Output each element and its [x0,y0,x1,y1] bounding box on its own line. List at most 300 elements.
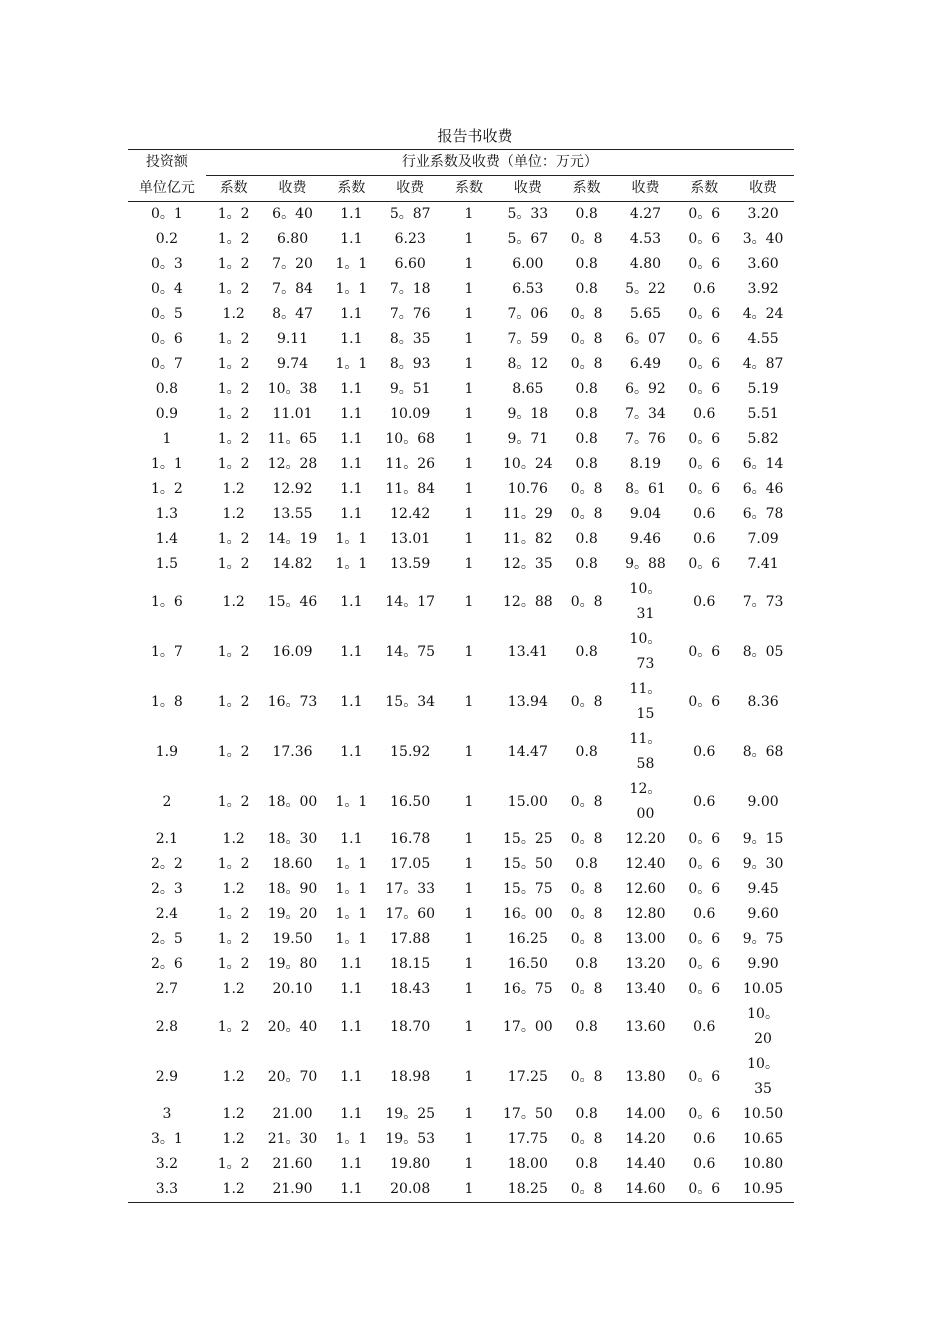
fee-cell: 7。20 [272,256,313,272]
fee-cell: 8。93 [389,356,431,372]
fee-cell: 19。25 [385,1106,436,1122]
coef-cell: 1 [464,381,474,397]
coef-cell: 0。6 [688,231,721,247]
coef-cell: 1.1 [340,306,363,322]
table-row [128,552,794,577]
document-title: 报告书收费 [437,127,513,145]
investment-cell: 1。8 [150,693,183,710]
fee-cell: 9.11 [276,331,309,347]
fee-cell: 12.20 [625,831,666,847]
fee-cell: 14.82 [272,556,313,572]
coef-cell: 1。2 [217,906,250,922]
coef-cell: 0。6 [688,381,721,397]
fee-cell: 5。22 [625,281,666,297]
fee-cell [615,577,677,627]
investment-cell: 1。1 [150,456,183,472]
fee-cell: 10.76 [507,481,548,497]
coef-cell: 1。2 [217,793,250,810]
investment-cell: 2。5 [150,931,183,947]
coef-cell: 1 [464,1156,474,1172]
coef-cell: 1.1 [323,1177,379,1203]
investment-cell: 0.8 [155,381,179,397]
investment-cell: 1。2 [150,481,183,497]
fee-cell: 8。12 [507,356,549,372]
invest-header-line2: 单位亿元 [128,176,206,202]
coef-cell: 0。6 [688,556,721,572]
fee-cell: 17.25 [507,1068,548,1085]
coef-cell: 0。6 [676,1177,732,1203]
table-row [128,502,794,527]
coef-cell: 1 [464,831,474,847]
coef-cell: 1.2 [222,1131,245,1147]
coef-cell: 0。8 [570,831,603,847]
coef-cell: 1 [464,956,474,972]
fee-cell: 17.75 [507,1131,548,1147]
fee-cell: 18。30 [267,831,318,847]
wrapped-value: 10。31 [629,581,662,622]
fee-cell: 7。84 [272,281,313,297]
table-row [128,252,794,277]
fee-cell: 13.00 [625,931,666,947]
fee-cell: 14.60 [615,1177,677,1203]
table-row [128,377,794,402]
investment-cell: 0。7 [150,356,183,372]
coef-cell: 0.6 [693,1131,716,1147]
fee-cell: 13.59 [390,556,431,572]
fee-cell: 9.46 [629,531,662,547]
fee-cell: 14.20 [625,1131,666,1147]
coef-cell: 0。8 [570,231,603,247]
coef-cell: 1 [464,881,474,897]
coef-cell: 0.8 [575,431,598,447]
fee-cell: 14.00 [625,1106,666,1122]
fee-cell: 12。35 [503,556,553,572]
table-row [128,277,794,302]
coef-cell: 1.1 [340,331,363,347]
investment-cell: 1。6 [150,593,183,610]
coef-header: 系数 [323,176,379,202]
coef-header: 系数 [559,176,615,202]
coef-cell: 0。8 [570,881,603,897]
fee-cell: 12。28 [267,456,318,472]
coef-cell: 1.1 [340,643,363,660]
coef-cell: 1.1 [340,1156,363,1172]
coef-cell: 1。2 [217,456,250,472]
table-row [128,477,794,502]
coef-cell: 0.8 [575,281,598,297]
fee-cell: 11。29 [503,506,553,522]
fee-cell: 21.60 [272,1156,313,1172]
coef-cell: 0.6 [693,406,716,422]
coef-cell: 1。2 [217,556,250,572]
fee-cell: 16。00 [503,906,553,922]
coef-cell: 0.8 [575,1106,598,1122]
fee-cell: 10.09 [390,406,431,422]
coef-cell: 1 [464,481,474,497]
fee-cell: 11。82 [503,531,553,547]
fee-cell: 6。40 [272,206,313,222]
coef-cell: 0。6 [688,643,721,660]
coef-cell: 0。8 [559,1177,615,1203]
coef-cell: 0。8 [570,306,603,322]
fee-header: 收费 [262,176,324,202]
fee-cell: 9。51 [389,381,431,397]
coef-cell: 1。2 [217,431,250,447]
fee-cell: 6.53 [512,281,544,297]
investment-cell: 2。2 [150,856,183,872]
coef-cell: 0。8 [570,593,603,610]
fee-cell: 15。75 [503,881,553,897]
coef-cell: 1 [464,331,474,347]
fee-cell: 9。30 [742,856,784,872]
coef-cell: 0。8 [570,1131,603,1147]
wrapped-value: 11。58 [629,731,662,772]
coef-cell: 0.6 [693,793,716,810]
coef-cell: 0.6 [693,1156,716,1172]
fee-cell: 15。46 [267,593,318,610]
fee-cell: 13.60 [625,1018,666,1035]
coef-cell: 0。6 [688,331,721,347]
table-row [128,452,794,477]
coef-cell: 1 [464,981,474,997]
fee-cell: 7。59 [507,331,549,347]
table-row [128,402,794,427]
coef-cell: 0。8 [570,931,603,947]
fee-cell: 18.43 [390,981,431,997]
fee-cell: 18.00 [507,1156,548,1172]
investment-cell: 0。5 [150,306,183,322]
coef-cell: 1。2 [217,256,250,272]
fee-cell [732,1002,794,1052]
fee-cell: 7。76 [389,306,431,322]
fee-cell: 17。00 [503,1018,553,1035]
fee-cell: 4。24 [742,306,784,322]
coef-cell: 0.8 [575,206,598,222]
coef-cell: 1 [464,281,474,297]
table-row [128,1177,794,1203]
fee-cell: 9.60 [747,906,779,922]
fee-cell: 6.80 [276,231,309,247]
fee-header: 收费 [732,176,794,202]
coef-cell: 0.6 [693,506,716,522]
table-row [128,827,794,852]
fee-cell: 8.36 [747,693,779,710]
coef-cell: 1.2 [222,881,245,897]
coef-cell: 0.6 [693,743,716,760]
table-row [128,302,794,327]
investment-cell: 2.8 [155,1018,179,1035]
coef-cell: 1 [464,406,474,422]
coef-cell: 0。6 [688,431,721,447]
coef-cell: 0。6 [688,981,721,997]
fee-cell: 9。15 [742,831,784,847]
fee-cell: 18.15 [390,956,431,972]
investment-cell: 1。7 [150,643,183,660]
investment-cell: 1.4 [155,531,179,547]
fee-cell: 16.25 [507,931,548,947]
coef-cell: 1。1 [335,881,368,897]
fee-cell: 17.36 [272,743,313,760]
coef-cell: 1 [464,556,474,572]
coef-cell: 1.2 [222,981,245,997]
coef-cell: 0。8 [570,331,603,347]
coef-cell: 1.1 [340,593,363,610]
fee-cell: 19.50 [272,931,313,947]
fee-cell: 13.01 [390,531,431,547]
fee-cell: 6.60 [394,256,426,272]
coef-cell: 1.2 [222,481,245,497]
fee-cell: 11。65 [267,431,318,447]
investment-cell: 1 [162,431,172,447]
fee-cell: 10。38 [267,381,318,397]
fee-cell: 14。19 [267,531,318,547]
coef-cell: 1.1 [340,1018,363,1035]
coef-cell: 1 [464,1018,474,1035]
coef-cell: 0。6 [688,456,721,472]
coef-cell: 0.8 [575,743,598,760]
table-row [128,352,794,377]
coef-cell: 0。8 [570,793,603,810]
fee-cell: 8。61 [625,481,666,497]
fee-header: 收费 [615,176,677,202]
fee-cell: 13.20 [625,956,666,972]
fee-table [128,149,794,1203]
coef-cell: 0。6 [688,206,721,222]
fee-cell: 10。24 [503,456,553,472]
coef-cell: 0。8 [570,981,603,997]
fee-cell: 13.40 [625,981,666,997]
coef-cell: 0。6 [688,931,721,947]
coef-cell: 0.8 [575,1018,598,1035]
fee-cell: 7。06 [507,306,549,322]
investment-cell: 2。6 [150,956,183,972]
investment-cell: 0。6 [150,331,183,347]
table-row [128,727,794,777]
fee-cell: 9。88 [625,556,666,572]
fee-cell: 5.19 [747,381,779,397]
fee-cell: 12。88 [503,593,553,610]
investment-cell: 2.1 [155,831,179,847]
fee-cell: 12.80 [625,906,666,922]
fee-cell: 10.95 [732,1177,794,1203]
table-row [128,1002,794,1052]
fee-cell: 3.92 [747,281,779,297]
coef-cell: 1 [464,1068,474,1085]
fee-cell: 12.60 [625,881,666,897]
table-row [128,877,794,902]
coef-cell: 0.8 [575,381,598,397]
fee-cell [615,627,677,677]
coef-cell: 1.2 [222,831,245,847]
fee-cell: 15。50 [503,856,553,872]
fee-cell: 10。68 [385,431,436,447]
coef-cell: 1 [464,856,474,872]
investment-cell: 2.9 [155,1068,179,1085]
coef-cell: 1 [464,1131,474,1147]
fee-cell: 3.60 [747,256,779,272]
coef-cell: 1。1 [335,556,368,572]
coef-cell: 1 [464,256,474,272]
fee-cell: 6。07 [625,331,666,347]
coef-cell: 1.2 [206,1177,262,1203]
coef-header: 系数 [206,176,262,202]
fee-header: 收费 [379,176,441,202]
table-row [128,327,794,352]
fee-cell: 10.80 [743,1156,784,1172]
fee-cell: 10.05 [743,981,784,997]
fee-cell: 10.50 [743,1106,784,1122]
fee-cell: 10.65 [743,1131,784,1147]
investment-cell: 3。1 [150,1131,183,1147]
coef-cell: 0.8 [575,856,598,872]
coef-cell: 1.1 [340,981,363,997]
fee-cell: 20.10 [272,981,313,997]
fee-cell: 9。71 [507,431,549,447]
coef-cell: 1.1 [340,431,363,447]
investment-cell: 2。3 [150,881,183,897]
coef-cell: 1。2 [217,931,250,947]
coef-cell: 1。1 [335,281,368,297]
investment-cell: 3.2 [155,1156,179,1172]
fee-cell: 20.08 [379,1177,441,1203]
investment-cell: 0。3 [150,256,183,272]
coef-cell: 1。1 [335,1131,368,1147]
fee-cell: 16.50 [390,793,431,810]
fee-cell: 4.27 [629,206,662,222]
fee-cell: 9.90 [747,956,779,972]
fee-cell: 14。75 [385,643,436,660]
coef-cell: 1。2 [217,693,250,710]
coef-cell: 1。2 [217,356,250,372]
table-row [128,627,794,677]
fee-cell: 3.20 [747,206,779,222]
fee-cell: 5.82 [747,431,779,447]
coef-cell: 1。2 [217,381,250,397]
coef-cell: 0。8 [570,506,603,522]
fee-cell: 14.40 [625,1156,666,1172]
fee-cell: 18.25 [497,1177,559,1203]
table-row [128,677,794,727]
wrapped-value: 11。15 [629,681,662,722]
coef-cell: 0。6 [688,306,721,322]
wrapped-value: 10。73 [629,631,662,672]
industry-coefficient-header: 行业系数及收费（单位：万元） [206,150,794,176]
fee-cell: 8。35 [389,331,431,347]
fee-cell: 19。80 [267,956,318,972]
table-row [128,1102,794,1127]
fee-cell: 4.80 [629,256,662,272]
wrapped-value: 10。35 [747,1056,779,1097]
coef-cell: 1 [464,643,474,660]
coef-cell: 1 [464,531,474,547]
coef-cell: 0。8 [570,693,603,710]
fee-cell: 6。46 [742,481,784,497]
coef-cell: 1.2 [222,1106,245,1122]
coef-cell: 0。6 [688,356,721,372]
fee-cell: 6.49 [629,356,662,372]
fee-cell: 18.70 [390,1018,431,1035]
fee-cell: 9。75 [742,931,784,947]
wrapped-value: 12。00 [629,781,662,822]
fee-cell: 15.92 [390,743,431,760]
fee-header: 收费 [497,176,559,202]
investment-cell: 2 [162,793,172,810]
fee-cell: 8。05 [742,643,784,660]
coef-header: 系数 [441,176,497,202]
coef-cell: 1。1 [335,256,368,272]
fee-cell: 7。34 [625,406,666,422]
fee-cell: 11。26 [385,456,436,472]
coef-cell: 1.1 [340,693,363,710]
coef-cell: 1 [464,931,474,947]
fee-cell: 6。14 [742,456,784,472]
fee-cell [615,677,677,727]
investment-cell: 1.9 [155,743,179,760]
fee-cell: 19。20 [267,906,318,922]
coef-cell: 1 [464,231,474,247]
table-row [128,527,794,552]
fee-cell: 16。73 [267,693,318,710]
coef-cell: 0。6 [688,481,721,497]
coef-cell: 0.6 [693,531,716,547]
fee-cell: 4。87 [742,356,784,372]
coef-cell: 1。2 [217,856,250,872]
coef-cell: 1.1 [340,956,363,972]
fee-cell: 20。70 [267,1068,318,1085]
fee-cell: 6。92 [625,381,666,397]
coef-cell: 1.1 [340,456,363,472]
fee-cell: 17.05 [390,856,431,872]
coef-cell: 0.8 [575,643,598,660]
coef-cell: 1.1 [340,1068,363,1085]
coef-cell: 0.8 [575,256,598,272]
coef-cell: 1。2 [217,531,250,547]
fee-cell: 16.78 [390,831,431,847]
fee-cell: 11。84 [385,481,436,497]
coef-cell: 0。6 [688,693,721,710]
coef-cell: 1。1 [335,931,368,947]
fee-cell: 5。33 [507,206,549,222]
coef-cell: 1.2 [222,306,245,322]
fee-cell: 6。78 [742,506,784,522]
wrapped-value: 10。20 [747,1006,779,1047]
fee-cell: 18.98 [390,1068,431,1085]
investment-cell: 1.3 [155,506,179,522]
coef-cell: 0。8 [570,906,603,922]
fee-cell: 8。68 [742,743,784,760]
coef-cell: 1 [464,456,474,472]
fee-cell: 19。53 [385,1131,436,1147]
fee-cell: 21。30 [267,1131,318,1147]
coef-cell: 1 [464,1106,474,1122]
fee-cell: 14。17 [385,593,436,610]
fee-cell: 13.94 [507,693,548,710]
fee-cell: 16。75 [503,981,553,997]
fee-cell: 7。73 [742,593,784,610]
fee-cell: 18.60 [272,856,313,872]
coef-cell: 1。1 [335,856,368,872]
coef-cell: 1 [464,906,474,922]
coef-cell: 1 [464,593,474,610]
coef-cell: 1.1 [340,206,363,222]
table-row [128,1052,794,1102]
fee-cell: 5。67 [507,231,549,247]
coef-cell: 0。6 [688,1068,721,1085]
fee-cell: 17。50 [503,1106,553,1122]
coef-cell: 1 [464,506,474,522]
coef-cell: 1。2 [217,1156,250,1172]
coef-cell: 0。6 [688,1106,721,1122]
